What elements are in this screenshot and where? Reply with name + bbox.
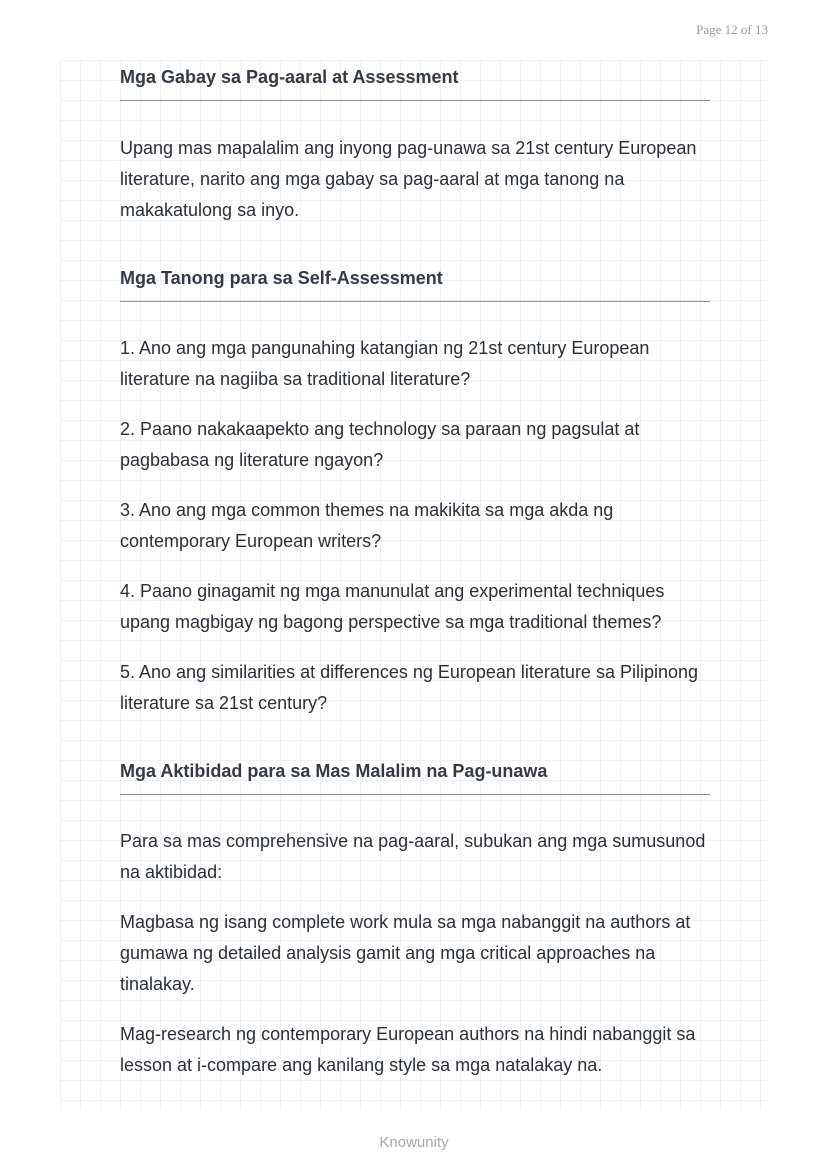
section-heading: Mga Gabay sa Pag-aaral at Assessment bbox=[120, 67, 459, 87]
question-item: 4. Paano ginagamit ng mga manunulat ang experimental techniques upang magbigay ng bagong perspective sa mga traditional themes? bbox=[120, 581, 665, 632]
activity-item: Mag-research ng contemporary European authors na hindi nabanggit sa lesson at i-compare ang kanilang style sa mga natalakay na. bbox=[120, 1024, 696, 1075]
section-activities bbox=[120, 756, 710, 1081]
heading-divider bbox=[120, 794, 710, 795]
question-item: 3. Ano ang mga common themes na makikita sa mga akda ng contemporary European writers? bbox=[120, 500, 614, 551]
question-item: 5. Ano ang similarities at differences ng European literature sa Pilipinong literature sa 21st century? bbox=[120, 662, 699, 713]
section-heading: Mga Tanong para sa Self-Assessment bbox=[120, 268, 443, 288]
section-self-assessment bbox=[120, 263, 710, 719]
paragraph: Upang mas mapalalim ang inyong pag-unawa sa 21st century European literature, narito ang mga gabay sa pag-aaral at mga tanong na makakatulong sa inyo. bbox=[120, 138, 697, 220]
section-study-guide bbox=[120, 62, 710, 226]
page-number: Page 12 of 13 bbox=[696, 22, 768, 37]
heading-divider bbox=[120, 100, 710, 101]
footer-brand: Knowunity bbox=[379, 1134, 449, 1151]
section-heading: Mga Aktibidad para sa Mas Malalim na Pag-unawa bbox=[120, 761, 548, 781]
heading-divider bbox=[120, 301, 710, 302]
activity-item: Magbasa ng isang complete work mula sa mga nabanggit na authors at gumawa ng detailed analysis gamit ang mga critical approaches na tinalakay. bbox=[120, 912, 691, 994]
question-item: 2. Paano nakakaapekto ang technology sa paraan ng pagsulat at pagbabasa ng literature ngayon? bbox=[120, 419, 640, 470]
document-content bbox=[120, 62, 710, 1081]
question-item: 1. Ano ang mga pangunahing katangian ng 21st century European literature na nagiiba sa traditional literature? bbox=[120, 338, 650, 389]
paragraph: Para sa mas comprehensive na pag-aaral, subukan ang mga sumusunod na aktibidad: bbox=[120, 831, 706, 882]
